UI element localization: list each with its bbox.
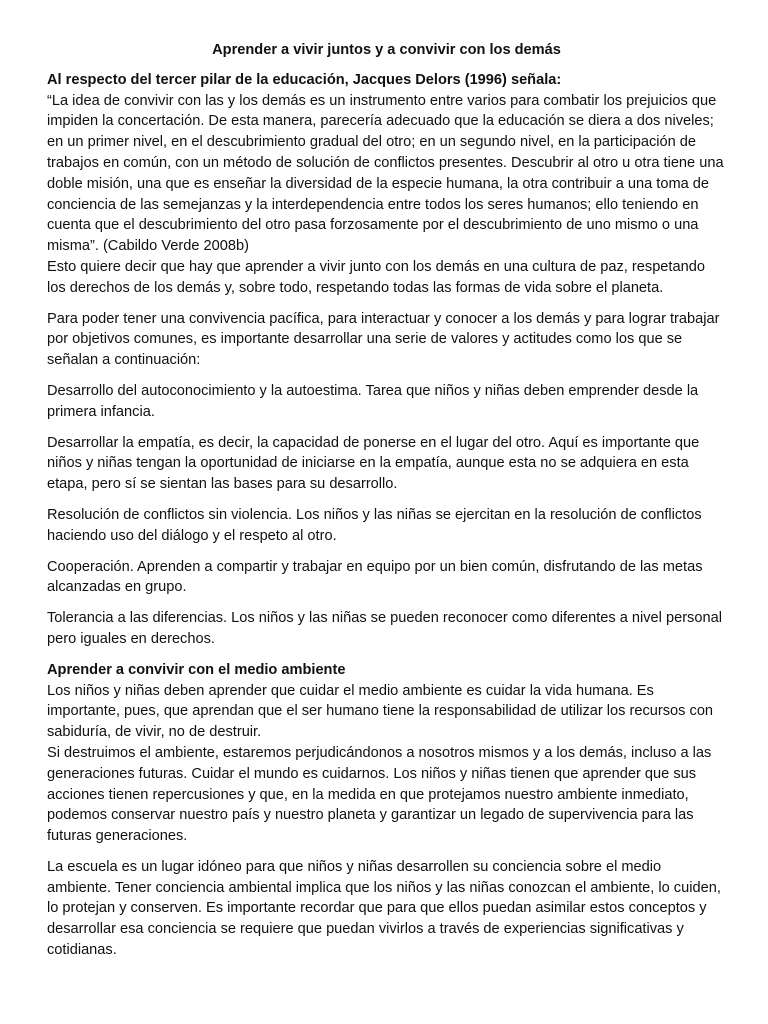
intro-explanation: Esto quiere decir que hay que aprender a vivir junto con los demás en una cultura de paz, respetando los derechos de los demás y, sobre todo, respetando todas las formas de vida sobre el planeta. — [47, 258, 705, 296]
value-conflict-resolution: Resolución de conflictos sin violencia. Los niños y las niñas se ejercitan en la resolución de conflictos haciendo uso del diálogo y el respeto al otro. — [47, 506, 702, 544]
environment-paragraph-2: Si destruimos el ambiente, estaremos perjudicándonos a nosotros mismos y a los demás, incluso a las generaciones futuras. Cuidar el mundo es cuidarnos. Los niños y niñas tienen que aprender que sus acciones tienen repercusiones y que, en la medida en que protejamos nuestro ambiente inmediato, podemos conservar nuestro país y nuestro planeta y garantizar un legado de supervivencia para las futuras generaciones. — [47, 744, 712, 845]
document-title: Aprender a vivir juntos y a convivir con los demás — [212, 42, 561, 58]
environment-paragraph-1: Los niños y niñas deben aprender que cuidar el medio ambiente es cuidar la vida humana. Es importante, pues, que aprendan que el ser humano tiene la responsabilidad de utilizar los recursos con sabiduría, de vivir, no de destruir. — [47, 682, 714, 741]
value-tolerance: Tolerancia a las diferencias. Los niños y las niñas se pueden reconocer como diferentes a nivel personal pero iguales en derechos. — [47, 610, 722, 647]
school-paragraph: La escuela es un lugar idóneo para que niños y niñas desarrollen su conciencia sobre el medio ambiente. Tener conciencia ambiental implica que los niños y las niñas conozcan el ambiente, lo cuiden, lo protejan y conserven. Es importante recordar que para que ellos puedan asimilar estos conceptos y desarrollar esa conciencia se requiere que puedan vivirlos a través de experiencias significativas y cotidianas. — [47, 858, 721, 959]
value-self-esteem: Desarrollo del autoconocimiento y la autoestima. Tarea que niños y niñas deben emprender desde la primera infancia. — [47, 382, 699, 420]
intro-heading: Al respecto del tercer pilar de la educación, Jacques Delors (1996) señala: — [47, 71, 562, 88]
value-empathy: Desarrollar la empatía, es decir, la capacidad de ponerse en el lugar del otro. Aquí es importante que niños y niñas tengan la oportunidad de iniciarse en la empatía, aunque esta no se adquiera en esta etapa, pero sí se sientan las bases para su desarrollo. — [47, 434, 700, 493]
intro-section — [47, 70, 726, 299]
environment-section — [47, 660, 726, 847]
delors-quote: “La idea de convivir con las y los demás es un instrumento entre varios para combatir los prejuicios que impiden la concertación. De esta manera, parecería adecuado que la educación se diera a dos niveles; en un primer nivel, en el descubrimiento gradual del otro; en un segundo nivel, en la participación de trabajos en común, con un método de solución de conflictos presentes. Descubrir al otro u otra tiene una doble misión, una que es enseñar la diversidad de la especie humana, la otra contribuir a una toma de conciencia de las semejanzas y la interdependencia entre todos los seres humanos; ello teniendo en cuenta que el descubrimiento del otro pasa forzosamente por el descubrimiento de uno mismo o una misma”. (Cabildo Verde 2008b) — [47, 92, 724, 255]
value-cooperation: Cooperación. Aprenden a compartir y trabajar en equipo por un bien común, disfrutando de las metas alcanzadas en grupo. — [47, 558, 703, 596]
values-intro-paragraph: Para poder tener una convivencia pacífica, para interactuar y conocer a los demás y para lograr trabajar por objetivos comunes, es importante desarrollar una serie de valores y actitudes como los que se señalan a continuación: — [47, 310, 720, 369]
environment-heading: Aprender a convivir con el medio ambiente — [47, 661, 346, 678]
